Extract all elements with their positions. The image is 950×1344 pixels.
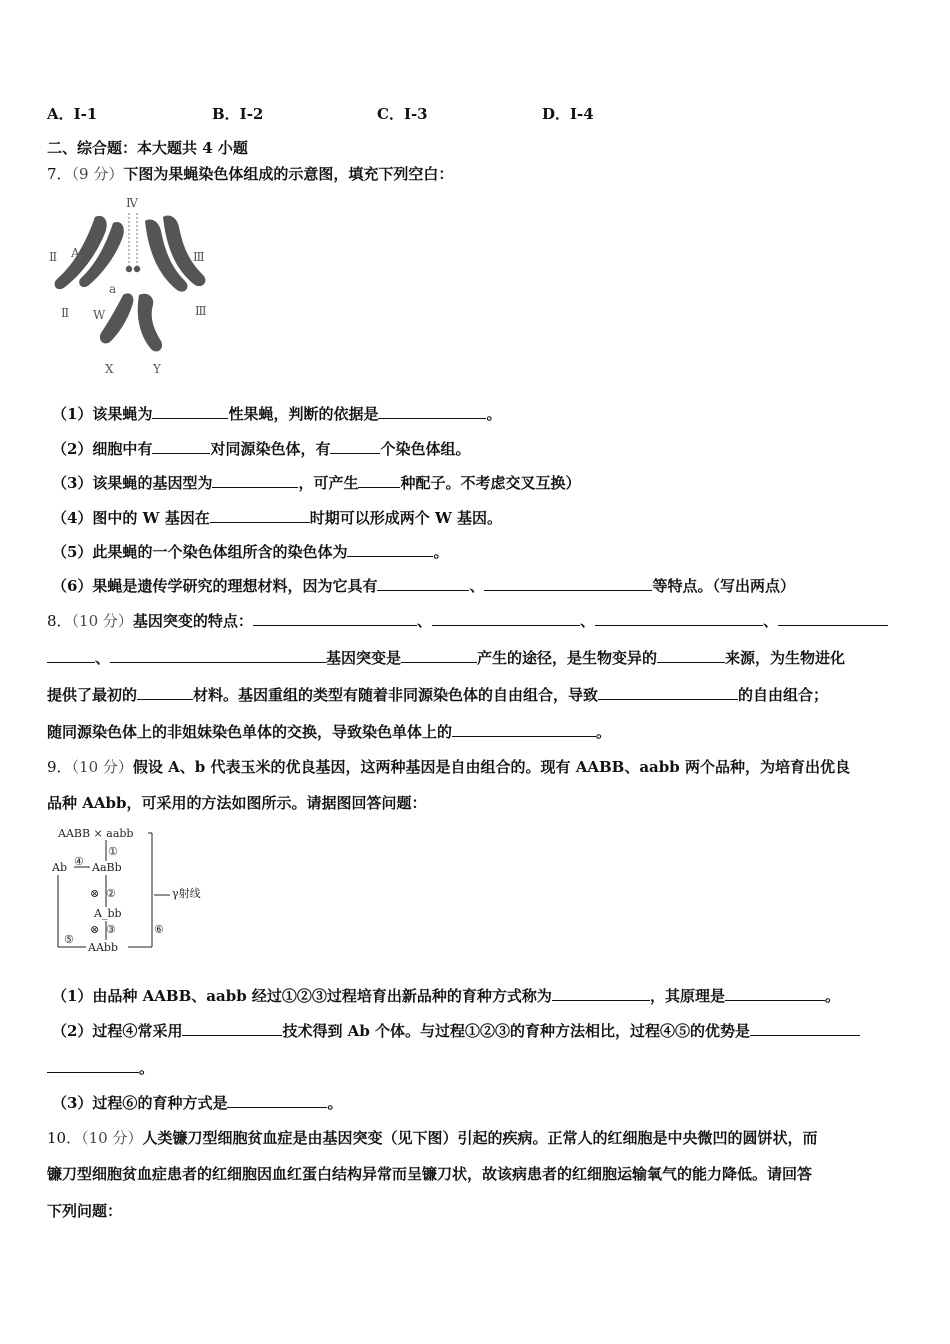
q7-sub3: （3）该果蝇的基因型为 ，可产生 种配子。不考虑交叉互换） [52,474,581,492]
q7-sub2: （2）细胞中有 对同源染色体，有 个染色体组。 [52,440,471,458]
option-b: B．Ⅰ-2 [212,105,264,123]
blank-principle[interactable] [725,986,825,1001]
q9-sub2: （2）过程④常采用 技术得到 Ab 个体。与过程①②③的育种方法相比，过程④⑤的优势是 [52,1020,860,1041]
blank-mut-2[interactable] [432,611,580,626]
blank-homolog-pairs[interactable] [152,439,210,454]
diagram-parents: AABB × aabb [58,827,134,840]
blank-sets[interactable] [330,439,380,454]
diagram-f1: AaBb [92,861,122,874]
blank-advantage-cont[interactable] [47,1058,139,1073]
blank-set-members[interactable] [347,542,433,557]
label-ii-bottom: Ⅱ [61,306,70,320]
blank-sex[interactable] [152,404,228,419]
q7-sub6: （6）果蝇是遗传学研究的理想材料，因为它具有 、 等特点。（写出两点） [52,577,795,595]
label-w: W [93,308,106,322]
q9-line1: 9．（10 分）假设 A、b 代表玉米的优良基因，这两种基因是自由组合的。现有 AABB、aabb 两个品种，为培育出优良 [47,758,850,776]
blank-feature-1[interactable] [377,576,469,591]
blank-source[interactable] [657,648,725,663]
diagram-c6: ⑥ [154,923,164,936]
diagram-c4: ④ [74,855,84,868]
blank-breeding-method[interactable] [552,986,650,1001]
blank-gametes[interactable] [358,473,400,488]
label-ii-top: Ⅱ [49,250,58,264]
chromosome-y [138,294,162,352]
blank-basis[interactable] [378,404,486,419]
diagram-c3: ③ [106,923,116,936]
blank-mut-3[interactable] [595,611,763,626]
blank-feature-2[interactable] [484,576,652,591]
diagram-c5: ⑤ [64,933,74,946]
diagram-ray: γ射线 [172,887,201,900]
q7-stem [47,163,453,184]
q10-line2: 镰刀型细胞贫血症患者的红细胞因血红蛋白结构异常而呈镰刀状，故该病患者的红细胞运输氧气的能力降低。请回答 [47,1165,813,1183]
q10-line3: 下列问题： [47,1202,123,1220]
blank-mut-5[interactable] [110,648,326,663]
blank-material[interactable] [137,685,193,700]
section-title: 二、综合题：本大题共 4 小题 [47,139,248,157]
blank-chromatid-genes[interactable] [452,722,596,737]
blank-technique[interactable] [182,1021,282,1036]
option-d: D．Ⅰ-4 [542,105,594,123]
q7-number: 7． [47,165,72,183]
blank-method-6[interactable] [227,1093,327,1108]
q7-score: （9 分） [71,165,124,183]
diagram-mid: A_bb [94,907,122,920]
label-x: X [105,362,114,375]
chromosome-figure [45,195,225,375]
diagram-cross1: ⊗ [90,887,100,900]
diagram-cross2: ⊗ [90,923,100,936]
label-a-upper: A [71,246,80,260]
q10-line1: 10．（10 分）人类镰刀型细胞贫血症是由基因突变（见下图）引起的疾病。正常人的红细胞是中央微凹的圆饼状，而 [47,1129,818,1147]
q7-sub5: （5）此果蝇的一个染色体组所含的染色体为 。 [52,543,449,561]
q8-line1: 8．（10 分）基因突变的特点： 、 、 、 [47,610,888,631]
diagram-c2: ② [106,887,116,900]
q8-line4: 随同源染色体上的非姐妹染色单体的交换，导致染色单体上的 。 [47,723,612,741]
q7-sub4: （4）图中的 W 基因在 时期可以形成两个 W 基因。 [52,509,503,527]
q8-line2: 、 基因突变是 产生的途径，是生物变异的 来源，为生物进化 [47,647,845,668]
label-iv: Ⅳ [126,196,138,210]
label-iii-top: Ⅲ [193,250,205,264]
q9-sub3: （3）过程⑥的育种方式是 。 [52,1094,343,1112]
q7-sub1: （1）该果蝇为 性果蝇，判断的依据是 。 [52,405,502,423]
q9-sub2-cont: 。 [47,1057,154,1078]
diagram-ab: Ab [52,861,67,874]
blank-mut-4-cont[interactable] [47,648,95,663]
blank-advantage[interactable] [750,1021,860,1036]
label-a-lower: a [109,282,117,296]
q7-stem-text: 下图为果蝇染色体组成的示意图，填充下列空白： [123,165,454,183]
diagram-target: AAbb [88,941,118,954]
q9-sub1: （1）由品种 AABB、aabb 经过①②③过程培育出新品种的育种方式称为 ，其原理是 。 [52,987,840,1005]
breeding-diagram [52,825,222,955]
q8-line3: 提供了最初的 材料。基因重组的类型有随着非同源染色体的自由组合，导致 的自由组合； [47,686,829,704]
blank-mut-1[interactable] [253,611,417,626]
blank-genotype[interactable] [212,473,298,488]
blank-new-gene[interactable] [401,648,477,663]
chromosome-ii-left-1 [55,216,107,289]
q9-line2: 品种 AAbb，可采用的方法如图所示。请据图回答问题： [47,794,427,812]
label-y: Y [153,362,161,375]
option-c: C．Ⅰ-3 [377,105,428,123]
blank-nonallelic[interactable] [598,685,738,700]
option-a: A．Ⅰ-1 [47,105,98,123]
blank-mut-4[interactable] [778,611,888,626]
label-iii-bottom: Ⅲ [195,304,207,318]
blank-period[interactable] [210,508,310,523]
diagram-c1: ① [108,845,118,858]
